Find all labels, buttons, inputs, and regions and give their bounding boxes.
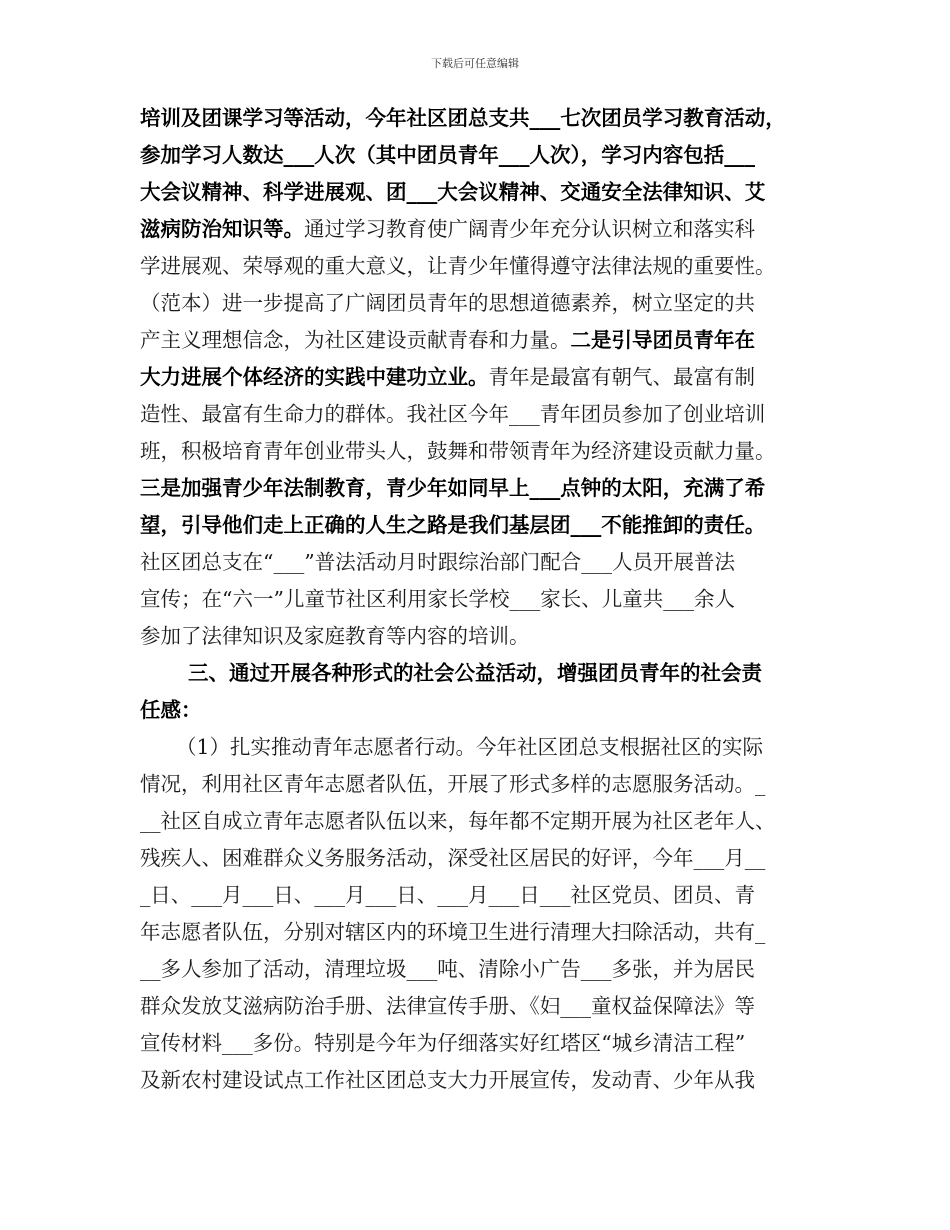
text-run: （范本）进一步提高了广阔团员青年的思想道德素养，树立坚定的共 xyxy=(140,291,755,315)
text-run: 及新农村建设试点工作社区团总支大力开展宣传，发动青、少年从我 xyxy=(140,1068,755,1092)
text-line xyxy=(140,766,812,803)
text-line xyxy=(140,322,812,359)
text-run: 二是引导团员青年在 xyxy=(570,328,755,352)
text-run: 三、通过开展各种形式的社会公益活动，增强团员青年的社会责 xyxy=(188,661,762,685)
text-run: 任感： xyxy=(140,698,202,722)
text-run: 年志愿者队伍，分别对辖区内的环境卫生进行清理大扫除活动，共有_ xyxy=(140,920,766,944)
text-run: 群众发放艾滋病防治手册、法律宣传手册、《妇___童权益保障法》等 xyxy=(140,994,755,1018)
text-run: 青年是最富有朝气、最富有制 xyxy=(488,365,755,389)
text-run: 情况，利用社区青年志愿者队伍，开展了形式多样的志愿服务活动。_ xyxy=(140,772,766,796)
text-line xyxy=(140,618,812,655)
text-run: 社区团总支在“___”普法活动月时跟综治部门配合___人员开展普法 xyxy=(140,550,735,574)
text-line xyxy=(140,840,812,877)
text-run: 望，引导他们走上正确的人生之路是我们基层团___不能推卸的责任。 xyxy=(140,513,766,537)
text-run: __社区自成立青年志愿者队伍以来，每年都不定期开展为社区老年人、 xyxy=(140,809,776,833)
text-line xyxy=(140,137,812,174)
text-line xyxy=(140,1062,812,1099)
text-run: 产主义理想信念，为社区建设贡献青春和力量。 xyxy=(140,328,571,352)
section-heading xyxy=(140,655,812,692)
text-line xyxy=(140,544,812,581)
text-line xyxy=(140,470,812,507)
text-line xyxy=(140,285,812,322)
text-line xyxy=(140,248,812,285)
text-run: _日、___月___日、___月___日、___月___日___社区党员、团员、青 xyxy=(140,883,755,907)
text-line xyxy=(140,174,812,211)
text-run: 通过学习教育使广阔青少年充分认识树立和落实科 xyxy=(304,217,755,241)
text-line xyxy=(140,729,812,766)
text-run: 宣传；在“六一”儿童节社区利用家长学校___家长、儿童共___余人 xyxy=(140,587,735,611)
text-line xyxy=(140,396,812,433)
text-line xyxy=(140,803,812,840)
text-line xyxy=(140,100,812,137)
text-line xyxy=(140,988,812,1025)
text-line xyxy=(140,1025,812,1062)
text-line xyxy=(140,877,812,914)
text-run: 三是加强青少年法制教育，青少年如同早上___点钟的太阳，充满了希 xyxy=(140,476,766,500)
text-run: 参加学习人数达___人次（其中团员青年___人次），学习内容包括___ xyxy=(140,143,755,167)
text-run: 大会议精神、科学进展观、团___大会议精神、交通安全法律知识、艾 xyxy=(140,180,766,204)
text-line xyxy=(140,914,812,951)
text-line xyxy=(140,359,812,396)
text-run: 培训及团课学习等活动，今年社区团总支共___七次团员学习教育活动， xyxy=(140,106,786,130)
text-run: （1）扎实推动青年志愿者行动。今年社区团总支根据社区的实际 xyxy=(176,735,764,759)
page-header: 下载后可任意编辑 xyxy=(431,57,519,70)
text-run: 班，积极培育青年创业带头人，鼓舞和带领青年为经济建设贡献力量。 xyxy=(140,439,776,463)
text-line xyxy=(140,951,812,988)
text-run: __多人参加了活动，清理垃圾___吨、清除小广告___多张，并为居民 xyxy=(140,957,755,981)
text-run: 滋病防治知识等。 xyxy=(140,217,304,241)
text-line xyxy=(140,433,812,470)
text-run: 残疾人、困难群众义务服务活动，深受社区居民的好评，今年___月__ xyxy=(140,846,766,870)
text-run: 学进展观、荣辱观的重大意义，让青少年懂得遵守法律法规的重要性。 xyxy=(140,254,776,278)
text-run: 大力进展个体经济的实践中建功立业。 xyxy=(140,365,489,389)
text-run: 宣传材料___多份。特别是今年为仔细落实好红塔区“城乡清洁工程” xyxy=(140,1031,746,1055)
text-line xyxy=(140,581,812,618)
text-line xyxy=(140,211,812,248)
text-run: 参加了法律知识及家庭教育等内容的培训。 xyxy=(140,624,530,648)
text-line xyxy=(140,507,812,544)
text-run: 造性、最富有生命力的群体。我社区今年___青年团员参加了创业培训 xyxy=(140,402,766,426)
text-line xyxy=(140,692,812,729)
document-body xyxy=(140,100,812,1099)
